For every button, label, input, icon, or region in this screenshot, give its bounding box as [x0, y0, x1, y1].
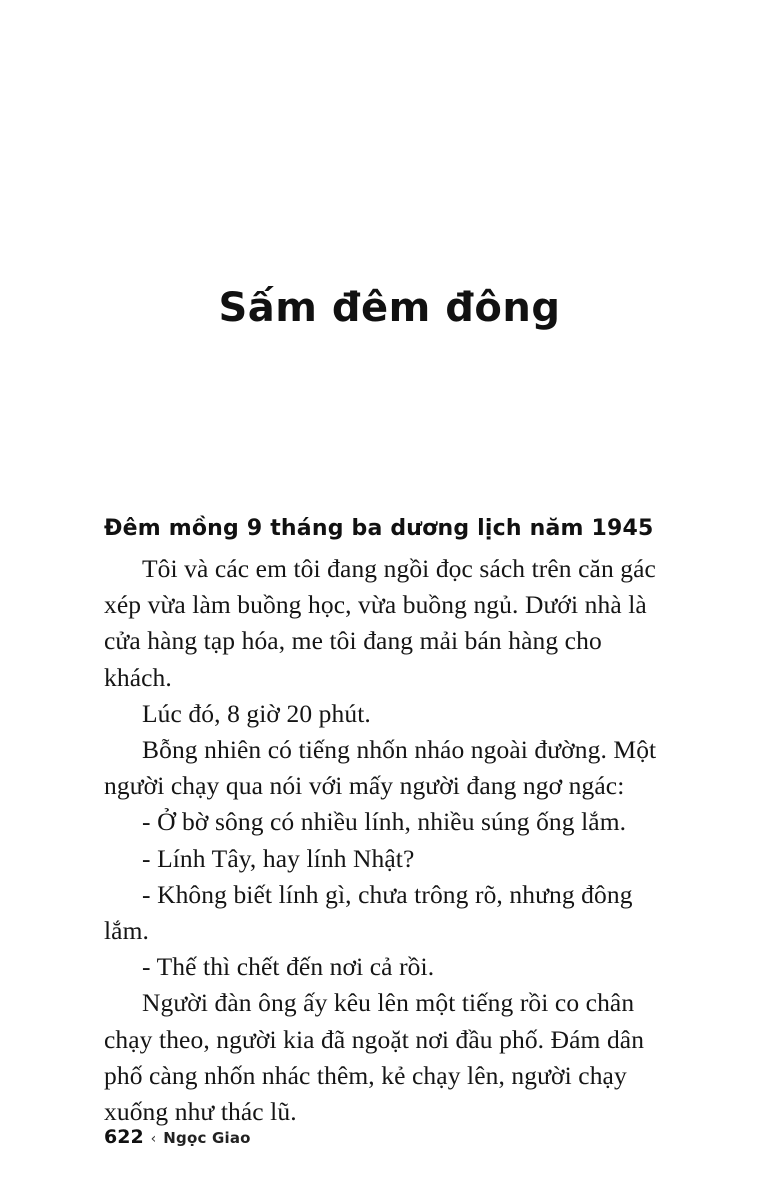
paragraph: Bỗng nhiên có tiếng nhốn nháo ngoài đường. Một người chạy qua nói với mấy người đang ngơ ngác:: [104, 735, 657, 801]
body-text-block: [104, 516, 675, 1130]
paragraph-dialogue: - Lính Tây, hay lính Nhật?: [142, 843, 415, 873]
page-footer: [104, 1126, 251, 1148]
footer-separator-icon: ‹: [150, 1131, 157, 1147]
paragraph: Lúc đó, 8 giờ 20 phút.: [142, 698, 371, 728]
paragraph-dialogue: - Không biết lính gì, chưa trông rõ, nhưng đông lắm.: [104, 879, 633, 946]
paragraph: Tôi và các em tôi đang ngồi đọc sách trên căn gác xép vừa làm buồng học, vừa buồng ngủ. Dưới nhà là cửa hàng tạp hóa, me tôi đang mải bán hàng cho khách.: [104, 554, 656, 692]
footer-author: Ngọc Giao: [163, 1129, 251, 1147]
page-number: 622: [104, 1126, 144, 1148]
paragraph-dialogue: - Thế thì chết đến nơi cả rồi.: [142, 952, 435, 982]
date-heading: Đêm mồng 9 tháng ba dương lịch năm 1945: [104, 516, 654, 541]
paragraph: Người đàn ông ấy kêu lên một tiếng rồi co chân chạy theo, người kia đã ngoặt nơi đầu phố. Đám dân phố càng nhốn nhác thêm, kẻ chạy lên, người chạy xuống như thác lũ.: [104, 988, 645, 1127]
paragraph-dialogue: - Ở bờ sông có nhiều lính, nhiều súng ống lắm.: [142, 807, 627, 837]
chapter-title: Sấm đêm đông: [218, 285, 561, 331]
